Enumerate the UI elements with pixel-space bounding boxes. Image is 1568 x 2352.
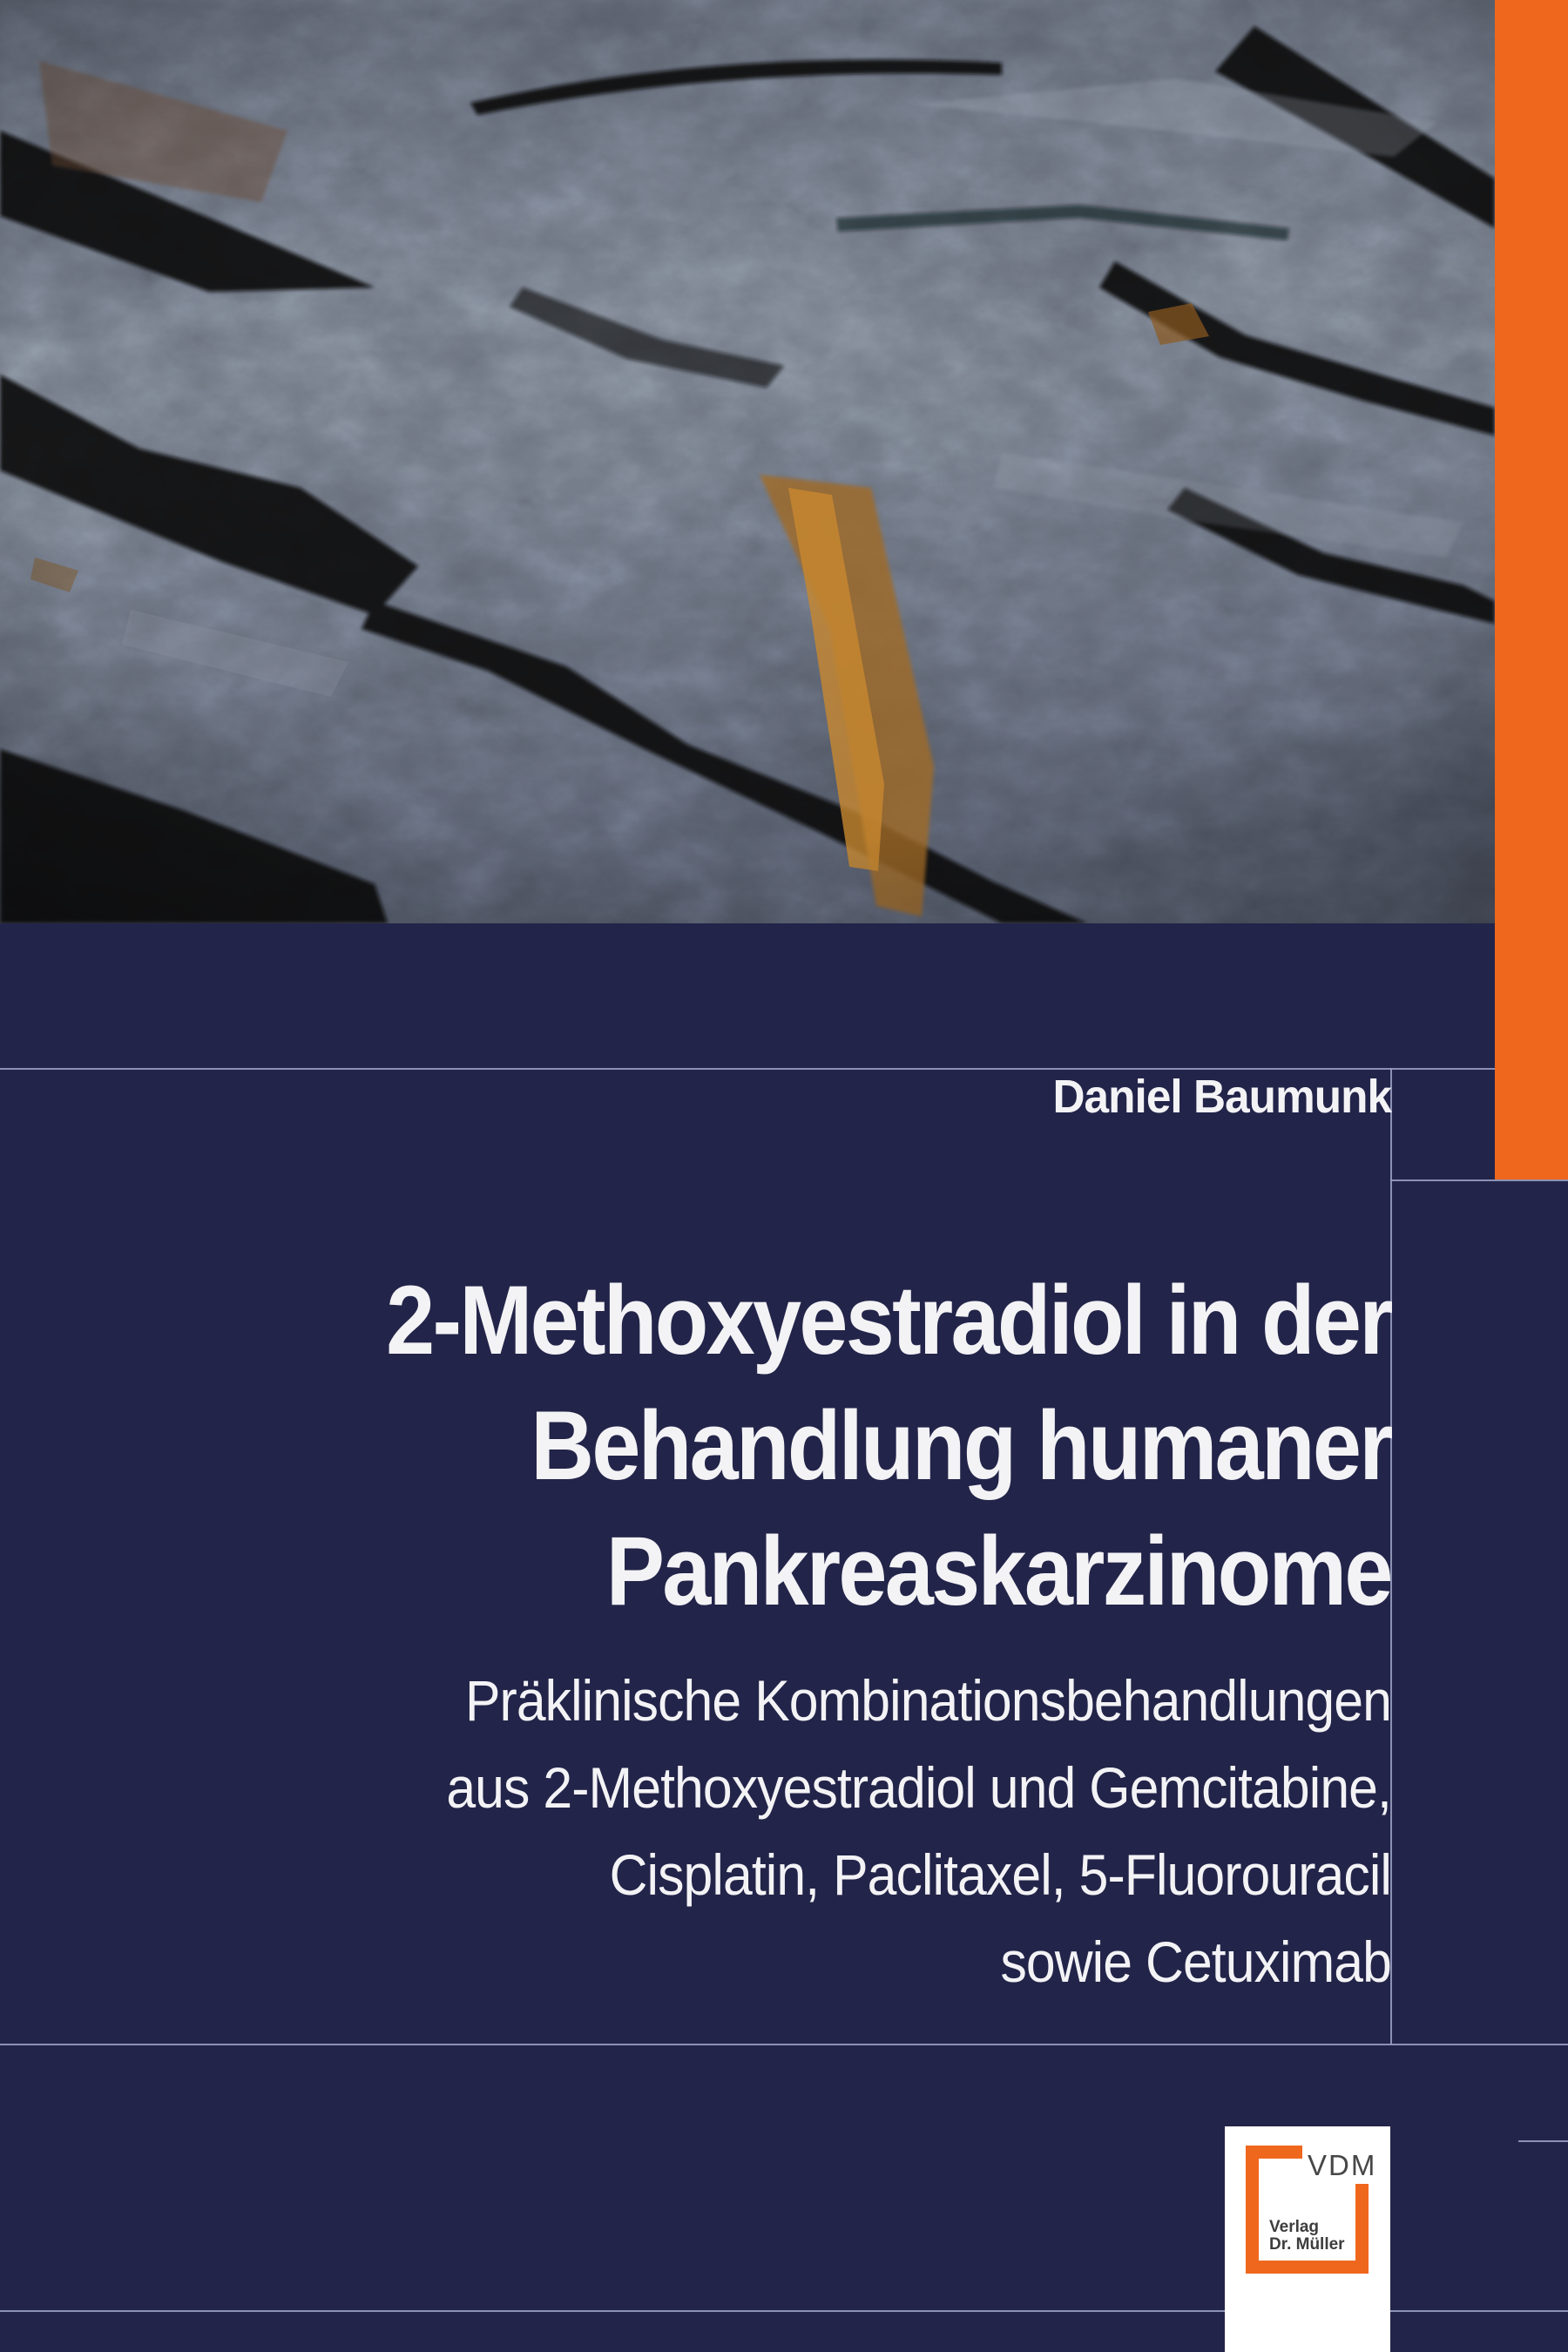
subtitle-line-1: Präklinische Kombinationsbehandlungen — [464, 1668, 1391, 1733]
divider-line-stripe-end — [1390, 1179, 1568, 1181]
publisher-logo — [1225, 2126, 1390, 2352]
divider-line-short — [1518, 2140, 1568, 2142]
subtitle-line-4: sowie Cetuximab — [1000, 1930, 1391, 1994]
accent-stripe — [1495, 0, 1568, 1179]
author-name: Daniel Baumunk — [1052, 1071, 1391, 1123]
publisher-name-line-1: Verlag — [1269, 2218, 1320, 2236]
book-title — [386, 1258, 1391, 1634]
publisher-name — [1269, 2219, 1345, 2254]
subtitle-line-3: Cisplatin, Paclitaxel, 5-Fluorouracil — [609, 1842, 1391, 1907]
divider-line-lower — [0, 2044, 1568, 2045]
subtitle-line-2: aus 2-Methoxyestradiol und Gemcitabine, — [446, 1755, 1391, 1820]
book-subtitle — [446, 1657, 1391, 2005]
publisher-name-line-2: Dr. Müller — [1269, 2235, 1345, 2254]
cover-photo-bark — [0, 0, 1495, 923]
publisher-acronym: VDM — [1308, 2149, 1377, 2181]
title-line-2: Behandlung humaner — [531, 1391, 1391, 1500]
divider-line-author — [0, 1068, 1568, 1070]
title-line-3: Pankreaskarzinome — [605, 1517, 1391, 1625]
title-line-1: 2-Methoxyestradiol in der — [386, 1266, 1391, 1375]
bark-texture-image — [0, 0, 1495, 923]
